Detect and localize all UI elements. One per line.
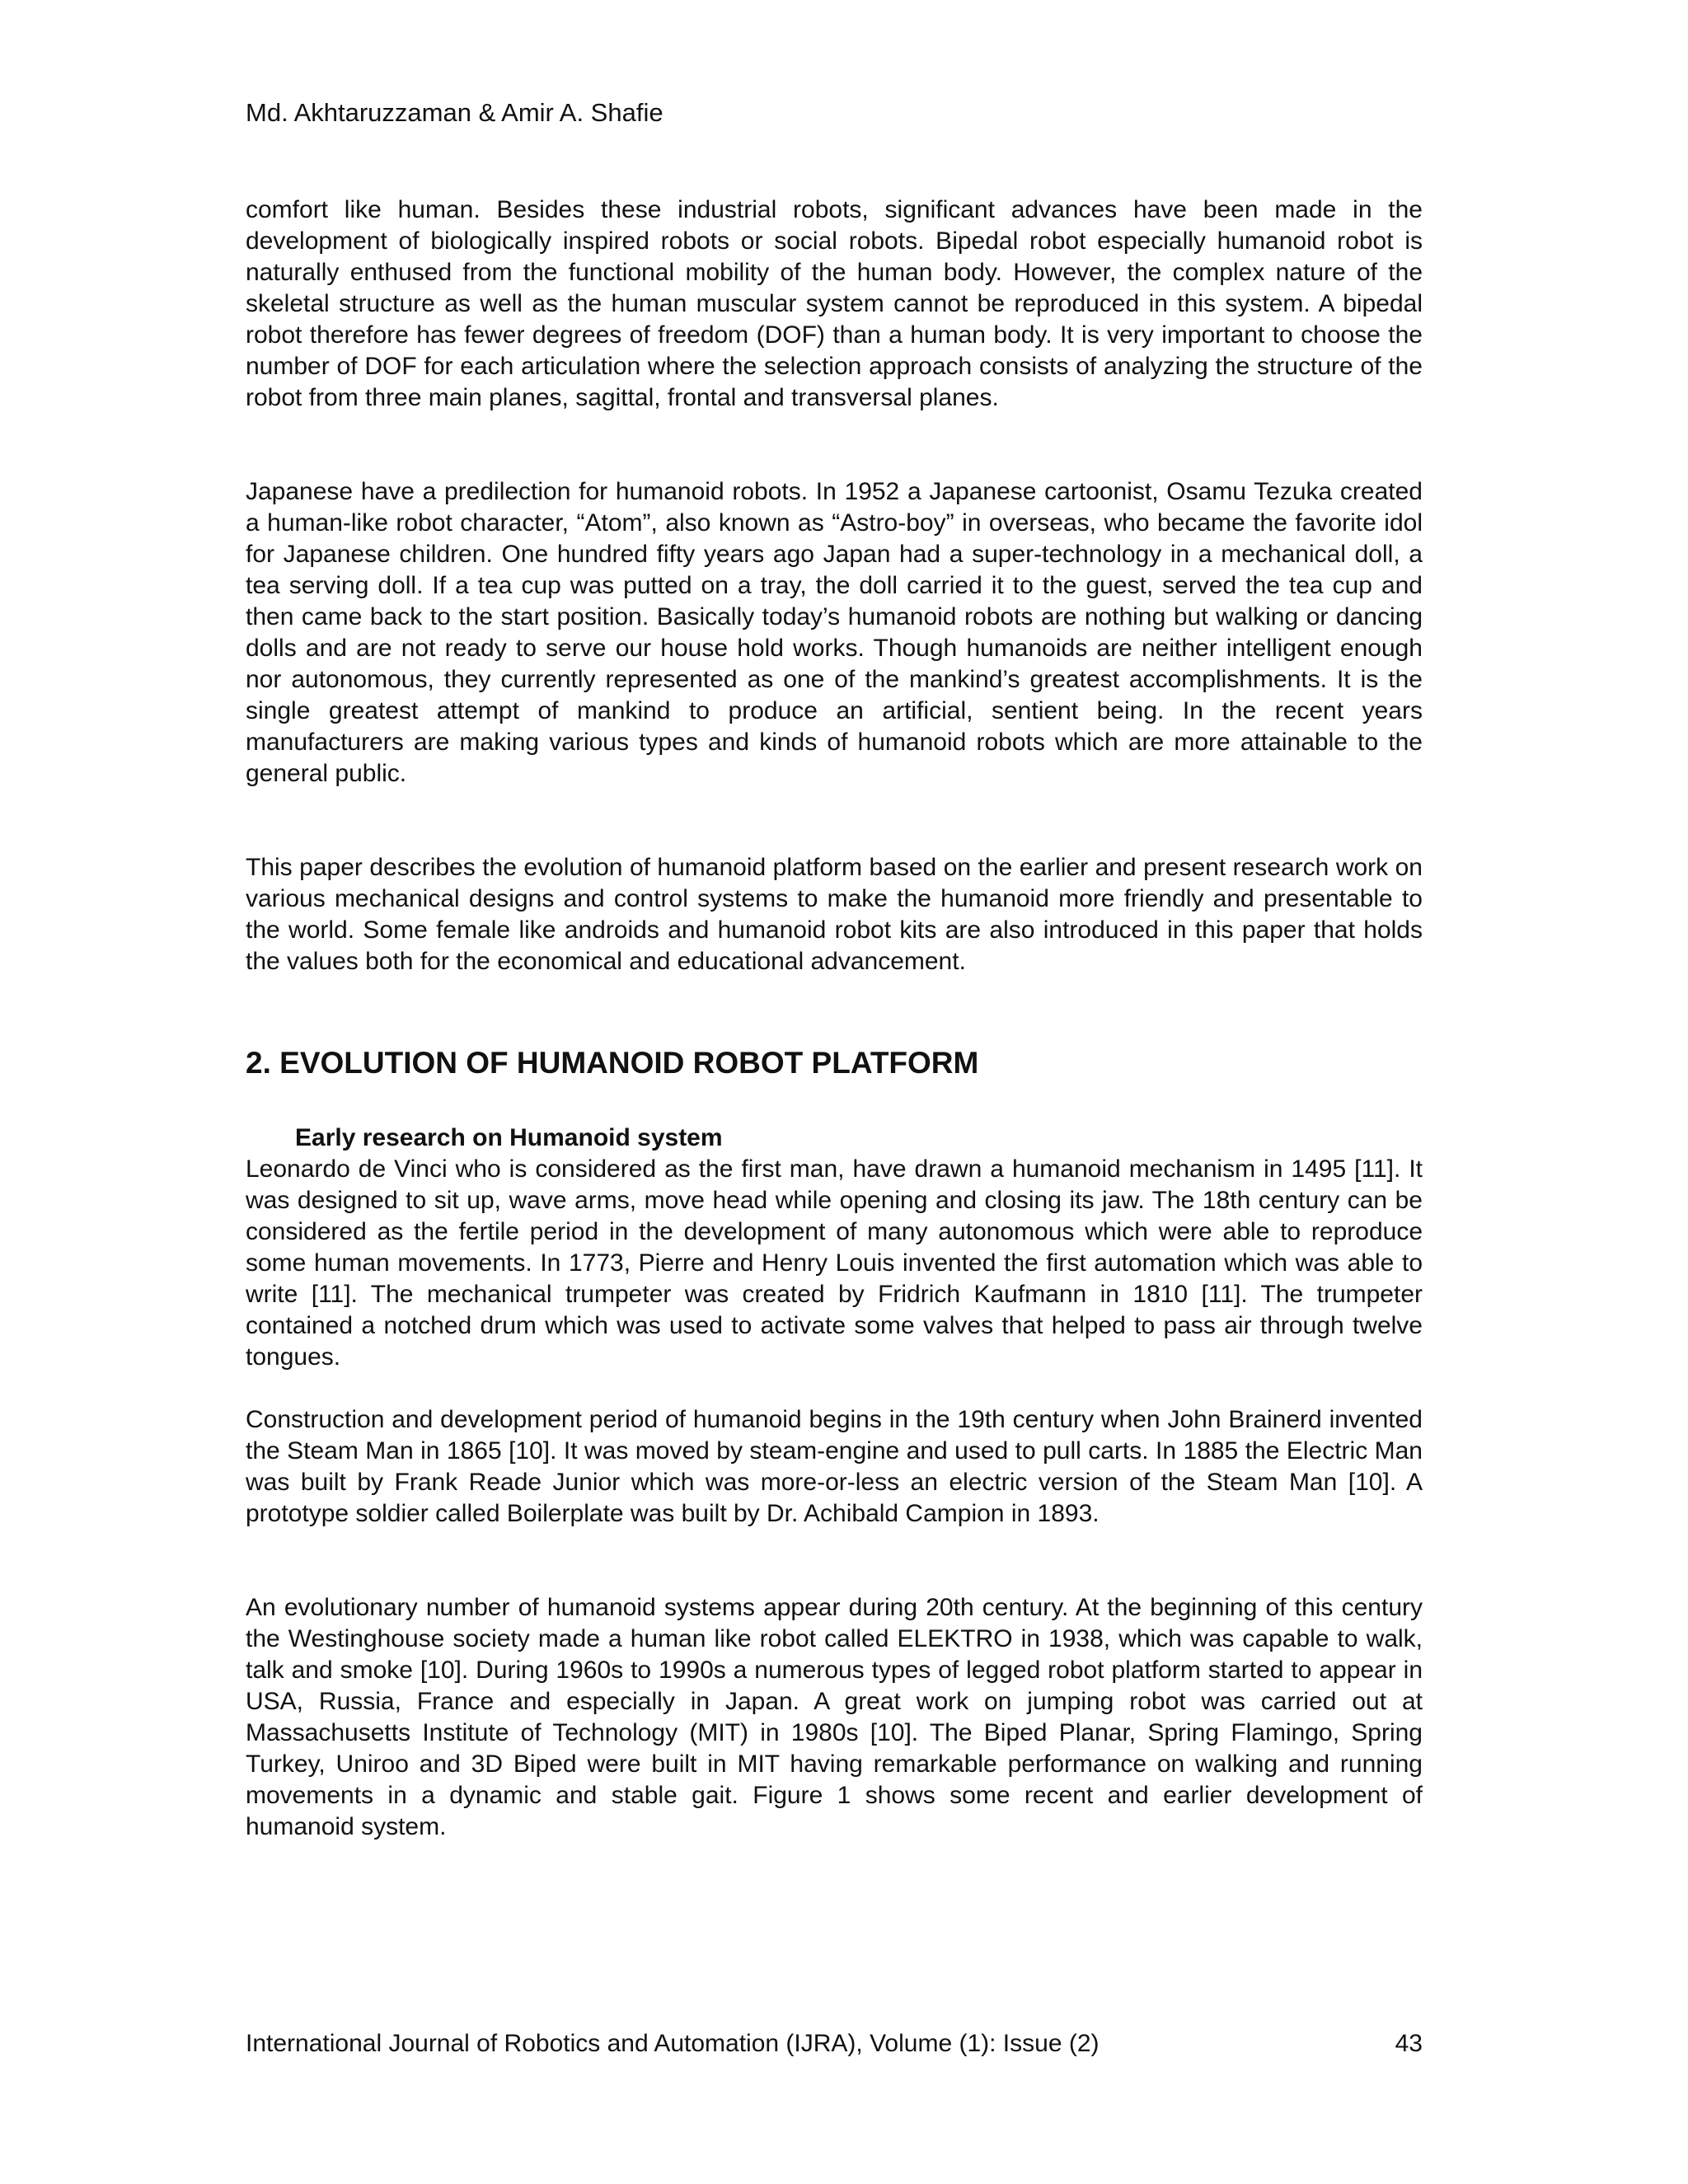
section-heading-evolution: 2. EVOLUTION OF HUMANOID ROBOT PLATFORM (246, 1046, 979, 1080)
early-research-block (246, 1122, 1423, 1373)
paragraph-early-research: Leonardo de Vinci who is considered as the first man, have drawn a humanoid mechanism in 1495 [11]. It was designed to sit up, wave arms, move head while opening and closing its jaw. The 18th century can be considered as the fertile period in the development of many autonomous which were able to reproduce some human movements. In 1773, Pierre and Henry Louis invented the first automation which was able to write [11]. The mechanical trumpeter was created by Fridrich Kaufmann in 1810 [11]. The trumpeter contained a notched drum which was used to activate some valves that helped to pass air through twelve tongues. (246, 1155, 1423, 1371)
footer-page-number: 43 (1395, 2030, 1423, 2057)
paragraph-japanese-humanoids: Japanese have a predilection for humanoid robots. In 1952 a Japanese cartoonist, Osamu Tezuka created a human-like robot character, “Atom”, also known as “Astro-boy” in overseas, who became the favorite idol for Japanese children. One hundred fifty years ago Japan had a super-technology in a mechanical doll, a tea serving doll. If a tea cup was putted on a tray, the doll carried it to the guest, served the tea cup and then came back to the start position. Basically today’s humanoid robots are nothing but walking or dancing dolls and are not ready to serve our house hold works. Though humanoids are neither intelligent enough nor autonomous, they currently represented as one of the mankind’s greatest accomplishments. It is the single greatest attempt of mankind to produce an artificial, sentient being. In the recent years manufacturers are making various types and kinds of humanoid robots which are more attainable to the general public. (246, 478, 1423, 787)
paragraph-paper-scope: This paper describes the evolution of humanoid platform based on the earlier and present research work on various mechanical designs and control systems to make the humanoid more friendly and presentable to the world. Some female like androids and humanoid robot kits are also introduced in this paper that holds the values both for the economical and educational advancement. (246, 854, 1423, 975)
footer-journal-citation: International Journal of Robotics and Automation (IJRA), Volume (1): Issue (2) (246, 2030, 1100, 2057)
paper-scope-block (246, 852, 1423, 977)
subsection-heading-early-research: Early research on Humanoid system (295, 1124, 723, 1151)
running-header-authors: Md. Akhtaruzzaman & Amir A. Shafie (246, 98, 663, 127)
paragraph-construction-period: Construction and development period of humanoid begins in the 19th century when John Brainerd invented the Steam Man in 1865 [10]. It was moved by steam-engine and used to pull carts. In 1885 the Electric Man was built by Frank Reade Junior which was more-or-less an electric version of the Steam Man [10]. A prototype soldier called Boilerplate was built by Dr. Achibald Campion in 1893. (246, 1406, 1423, 1527)
japanese-humanoids-block (246, 476, 1423, 790)
twentieth-century-block (246, 1592, 1423, 1843)
paragraph-twentieth-century: An evolutionary number of humanoid systems appear during 20th century. At the beginning of this century the Westinghouse society made a human like robot called ELEKTRO in 1938, which was capable to walk, talk and smoke [10]. During 1960s to 1990s a numerous types of legged robot platform started to appear in USA, Russia, France and especially in Japan. A great work on jumping robot was carried out at Massachusetts Institute of Technology (MIT) in 1980s [10]. The Biped Planar, Spring Flamingo, Spring Turkey, Uniroo and 3D Biped were built in MIT having remarkable performance on walking and running movements in a dynamic and stable gait. Figure 1 shows some recent and earlier development of humanoid system. (246, 1594, 1423, 1840)
paragraph-dof-intro: comfort like human. Besides these industrial robots, significant advances have been made in the development of biologically inspired robots or social robots. Bipedal robot especially humanoid robot is naturally enthused from the functional mobility of the human body. However, the complex nature of the skeletal structure as well as the human muscular system cannot be reproduced in this system. A bipedal robot therefore has fewer degrees of freedom (DOF) than a human body. It is very important to choose the number of DOF for each articulation where the selection approach consists of analyzing the structure of the robot from three main planes, sagittal, frontal and transversal planes. (246, 196, 1423, 411)
intro-text-block (246, 194, 1423, 414)
construction-period-block (246, 1404, 1423, 1530)
